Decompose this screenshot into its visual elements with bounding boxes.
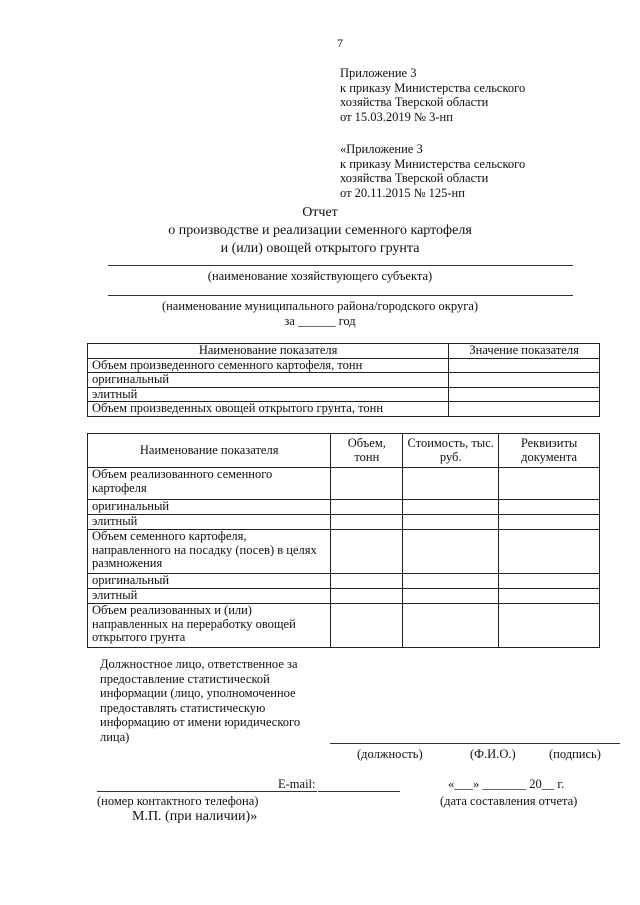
table-cell[interactable] [331,500,403,515]
table-row [88,574,600,589]
appendix-line: от 15.03.2019 № 3-нп [340,109,453,124]
table-cell: элитный [88,515,331,530]
appendix-line: к приказу Министерства сельского [340,156,526,171]
appendix-line: хозяйства Тверской области [340,171,489,185]
fio-caption: (Ф.И.О.) [470,747,516,761]
email-line [318,791,400,792]
stamp-place: М.П. (при наличии)» [132,809,258,824]
table-cell[interactable] [499,500,600,515]
table-header-row [88,344,600,359]
table-row [88,373,600,388]
position-caption: (должность) [357,747,423,761]
date-line: «___» _______ 20__ г. [448,777,565,791]
table-cell[interactable] [449,402,600,417]
table-cell[interactable] [499,574,600,589]
table-cell[interactable] [499,589,600,604]
email-label: E-mail: [278,777,316,791]
title-line: о производстве и реализации семенного картофеля [168,223,472,238]
district-caption: (наименование муниципального района/городского округа) [161,299,479,313]
column-header: Реквизиты документа [499,434,600,468]
table-cell[interactable] [331,468,403,500]
table-cell[interactable] [499,515,600,530]
table-cell[interactable] [331,530,403,574]
table-cell[interactable] [449,373,600,388]
title-line: Отчет [302,205,338,220]
title-line: и (или) овощей открытого грунта [220,241,420,256]
table-cell: элитный [88,387,449,402]
table-row [88,500,600,515]
column-header: Стоимость, тыс. руб. [403,434,499,468]
production-table [87,343,600,417]
table-cell[interactable] [403,515,499,530]
sign-caption: (подпись) [549,747,601,761]
appendix-old [340,142,525,200]
district-line [108,295,573,296]
phone-caption: (номер контактного телефона) [97,794,259,808]
table-row [88,468,600,500]
period-blank: ______ [297,314,336,328]
table-cell[interactable] [331,604,403,648]
table-row [88,515,600,530]
table-cell[interactable] [331,589,403,604]
table-cell[interactable] [403,530,499,574]
appendix-new [340,66,525,124]
table-cell[interactable] [499,530,600,574]
table-cell[interactable] [403,604,499,648]
appendix-line: Приложение 3 [340,66,417,80]
responsible-person-text: Должностное лицо, ответственное за предоставление статистической информации (лицо, уполномоченное предоставлять статистическую информацию от имени юридического лица) [100,657,301,744]
period-line [0,314,640,329]
subject-caption: (наименование хозяйствующего субъекта) [207,269,433,283]
appendix-line: «Приложение 3 [340,142,423,156]
table-row [88,402,600,417]
period-prefix: за [284,314,295,328]
appendix-line: от 20.11.2015 № 125-нп [340,185,465,200]
table-cell: Объем семенного картофеля, направленного на посадку (посев) в целях размножения [88,530,331,574]
table-cell: Объем реализованного семенного картофеля [88,468,331,500]
report-title [0,204,640,258]
table-cell[interactable] [403,589,499,604]
page-number: 7 [337,36,343,50]
table-cell: оригинальный [88,373,449,388]
table-cell[interactable] [449,387,600,402]
sales-table [87,433,600,648]
column-header: Объем, тонн [331,434,403,468]
table-cell: элитный [88,589,331,604]
column-header: Значение показателя [449,344,600,359]
appendix-line: к приказу Министерства сельского [340,80,526,95]
table-cell: оригинальный [88,500,331,515]
period-suffix: год [338,314,356,328]
table-row [88,530,600,574]
appendix-line: хозяйства Тверской области [340,95,489,109]
table-cell[interactable] [403,574,499,589]
subject-line [108,265,573,266]
table-cell: оригинальный [88,574,331,589]
column-header: Наименование показателя [88,434,331,468]
table-cell[interactable] [499,468,600,500]
table-row [88,358,600,373]
table-row [88,604,600,648]
table-cell: Объем произведенных овощей открытого грунта, тонн [88,402,449,417]
signature-line [330,743,620,744]
table-cell[interactable] [331,574,403,589]
table-row [88,387,600,402]
table-cell[interactable] [499,604,600,648]
table-cell: Объем реализованных и (или) направленных на переработку овощей открытого грунта [88,604,331,648]
column-header: Наименование показателя [88,344,449,359]
table-cell[interactable] [449,358,600,373]
table-row [88,589,600,604]
table-cell[interactable] [403,468,499,500]
table-cell: Объем произведенного семенного картофеля, тонн [88,358,449,373]
date-caption: (дата составления отчета) [440,794,578,808]
table-cell[interactable] [403,500,499,515]
table-cell[interactable] [331,515,403,530]
table-header-row [88,434,600,468]
